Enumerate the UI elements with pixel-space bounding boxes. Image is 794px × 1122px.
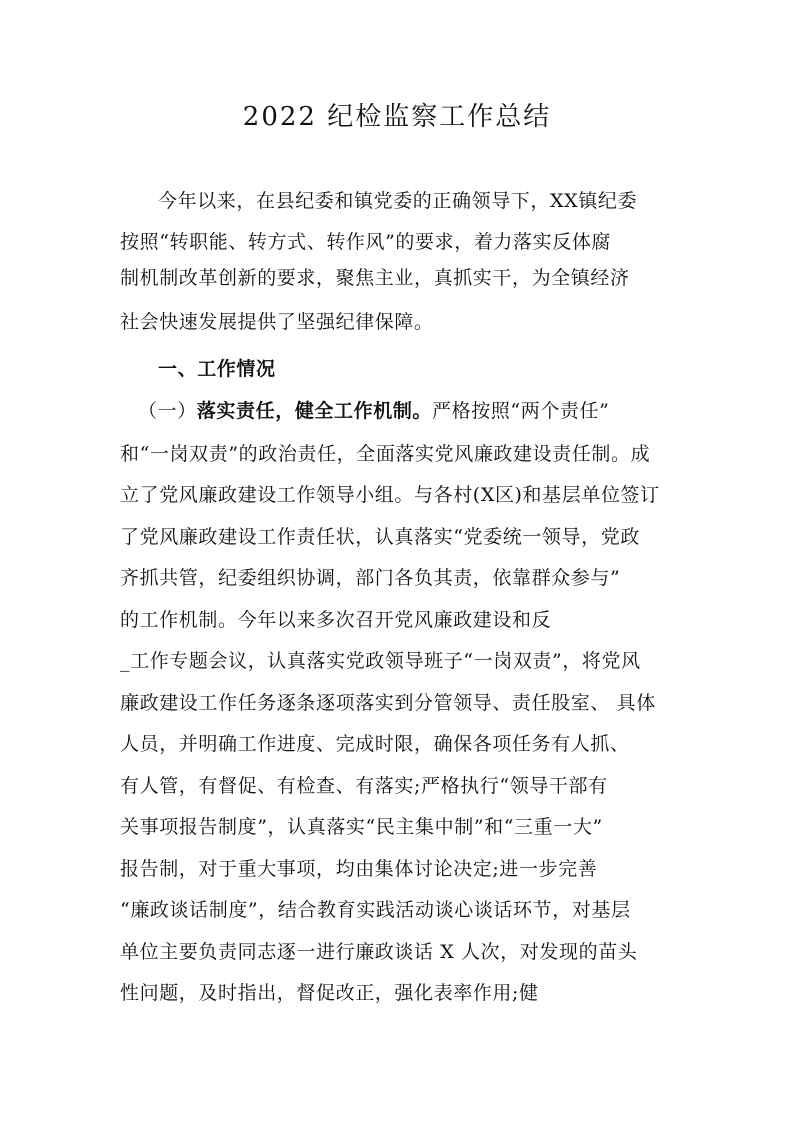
subsection-first-line xyxy=(138,397,609,425)
body-line-10: 关事项报告制度”，认真落实“民主集中制”和“三重一大” xyxy=(120,816,603,838)
subsection-bold-title: 落实责任，健全工作机制。 xyxy=(196,400,433,422)
body-line-9: 有人管，有督促、有检查、有落实;严格执行“领导干部有 xyxy=(120,775,608,797)
body-line-8: 人员，并明确工作进度、完成时限，确保各项任务有人抓、 xyxy=(120,733,630,755)
subsection-first-line-rest: 严格按照“两个责任” xyxy=(432,400,610,422)
body-line-2: 立了党风廉政建设工作领导小组。与各村(X区)和基层单位签订 xyxy=(120,484,660,506)
section-heading: 一、工作情况 xyxy=(158,358,276,380)
intro-line-2: 按照“转职能、转方式、转作风”的要求，着力落实反体腐 xyxy=(120,231,612,253)
document-title: 2022 纪检监察工作总结 xyxy=(242,102,552,132)
body-line-6: _工作专题会议，认真落实党政领导班子“一岗双责”，将党风 xyxy=(120,650,641,672)
body-line-3: 了党风廉政建设工作责任状，认真落实“党委统一领导，党政 xyxy=(120,526,640,548)
body-line-13: 单位主要负责同志逐一进行廉政谈话 X 人次，对发现的苗头 xyxy=(120,941,638,963)
intro-line-3: 制机制改革创新的要求，聚焦主业，真抓实干，为全镇经济 xyxy=(120,267,630,289)
body-line-12: “廉政谈话制度”，结合教育实践活动谈心谈话环节，对基层 xyxy=(120,899,631,921)
body-line-5: 的工作机制。今年以来多次召开党风廉政建设和反 xyxy=(120,609,552,631)
body-line-1: 和“一岗双责”的政治责任，全面落实党风廉政建设责任制。成 xyxy=(120,443,651,465)
subsection-prefix: （一） xyxy=(138,400,197,422)
intro-line-4: 社会快速发展提供了坚强纪律保障。 xyxy=(120,311,434,333)
body-line-4: 齐抓共管，纪委组织协调，部门各负其责，依靠群众参与” xyxy=(120,567,621,589)
body-line-7: 廉政建设工作任务逐条逐项落实到分管领导、责任股室、 具体 xyxy=(120,692,656,714)
intro-line-1: 今年以来，在县纪委和镇党委的正确领导下，XX镇纪委 xyxy=(158,190,638,212)
body-line-11: 报告制，对于重大事项，均由集体讨论决定;进一步完善 xyxy=(120,858,598,880)
body-line-14: 性问题，及时指出，督促改正，强化表率作用;健 xyxy=(120,982,539,1004)
